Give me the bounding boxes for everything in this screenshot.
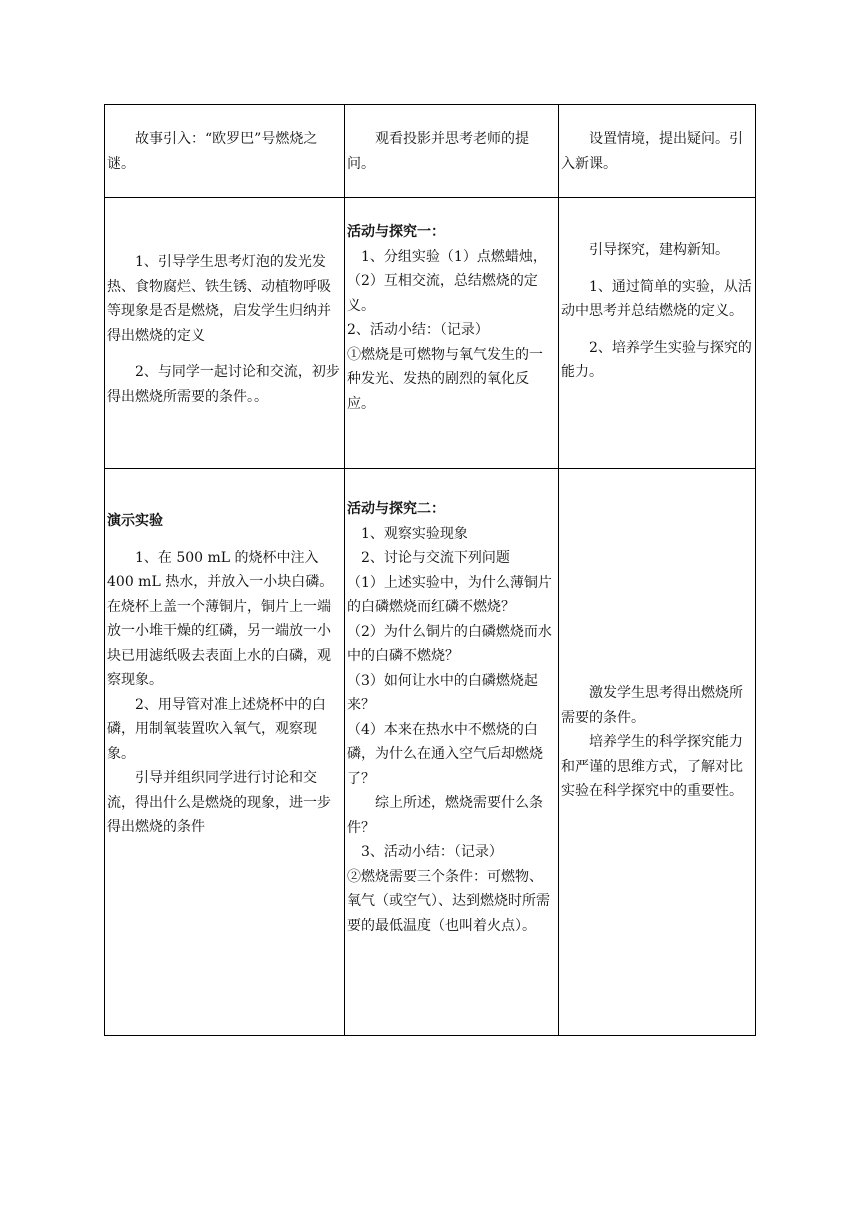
design-intent-text: 培养学生的科学探究能力和严谨的思维方式，了解对比实验在科学探究中的重要性。 xyxy=(561,734,743,799)
student-activity-cell xyxy=(345,105,559,198)
demo-step: 引导并组织同学进行讨论和交流，得出什么是燃烧的现象，进一步得出燃烧的条件 xyxy=(107,770,331,835)
lesson-plan-table xyxy=(104,104,756,1036)
table-row xyxy=(105,198,756,469)
design-intent-cell xyxy=(559,469,756,1036)
activity-step: 1、观察实验现象 xyxy=(361,525,468,542)
activity-summary-label: 3、活动小结：（记录） xyxy=(361,844,503,860)
student-response-text: 观看投影并思考老师的提问。 xyxy=(347,131,529,172)
discussion-conclusion: 综上所述，燃烧需要什么条件？ xyxy=(347,795,543,836)
discussion-question: （4）本来在热水中不燃烧的白磷，为什么在通入空气后却燃烧了？ xyxy=(347,721,543,787)
teacher-guide-text: 1、引导学生思考灯泡的发光发热、食物腐烂、铁生锈、动植物呼吸等现象是否是燃烧，启发学生归纳并得出燃烧的定义 xyxy=(107,254,331,344)
teacher-activity-cell xyxy=(105,198,345,469)
discussion-question: （2）为什么铜片的白磷燃烧而水中的白磷不燃烧？ xyxy=(347,623,552,664)
activity-summary-label: 2、活动小结：（记录） xyxy=(347,322,489,338)
combustion-conditions: ②燃烧需要三个条件：可燃物、氧气（或空气）、达到燃烧时所需要的最低温度（也叫着火点）。 xyxy=(347,868,550,934)
teacher-activity-cell xyxy=(105,105,345,198)
demo-step: 1、在 500 mL 的烧杯中注入 400 mL 热水，并放入一小块白磷。在烧杯上盖一个薄铜片，铜片上一端放一小堆干燥的红磷，另一端放一小块已用滤纸吸去表面上水的白磷，观察现象。 xyxy=(107,549,334,688)
discussion-question: （1）上述实验中，为什么薄铜片的白磷燃烧而红磷不燃烧？ xyxy=(347,574,552,615)
activity-heading: 活动与探究二： xyxy=(347,501,445,517)
design-intent-cell xyxy=(559,105,756,198)
design-intent-text: 激发学生思考得出燃烧所需要的条件。 xyxy=(561,685,743,726)
design-intent-text: 2、培养学生实验与探究的能力。 xyxy=(561,339,752,380)
demo-experiment-heading: 演示实验 xyxy=(107,513,163,529)
combustion-definition: ①燃烧是可燃物与氧气发生的一种发光、发热的剧烈的氧化反应。 xyxy=(347,346,543,412)
activity-step: 1、分组实验（1）点燃蜡烛，（2）互相交流，总结燃烧的定义。 xyxy=(347,248,547,314)
student-activity-cell xyxy=(345,469,559,1036)
discussion-question: （3）如何让水中的白磷燃烧起来？ xyxy=(347,672,538,713)
teacher-activity-cell xyxy=(105,469,345,1036)
student-activity-cell xyxy=(345,198,559,469)
table-row xyxy=(105,469,756,1036)
design-intent-text: 设置情境，提出疑问。引入新课。 xyxy=(561,131,743,172)
activity-step: 2、讨论与交流下列问题 xyxy=(361,550,510,566)
activity-heading: 活动与探究一： xyxy=(347,224,445,240)
story-intro-text: 故事引入：“欧罗巴”号燃烧之谜。 xyxy=(107,131,318,172)
teacher-discuss-text: 2、与同学一起讨论和交流，初步得出燃烧所需要的条件。。 xyxy=(107,364,340,405)
demo-step: 2、用导管对准上述烧杯中的白磷，用制氧装置吹入氧气，观察现象。 xyxy=(107,696,326,762)
design-intent-cell xyxy=(559,198,756,469)
design-intent-text: 引导探究，建构新知。 xyxy=(589,242,729,258)
design-intent-text: 1、通过简单的实验，从活动中思考并总结燃烧的定义。 xyxy=(561,278,752,319)
table-row xyxy=(105,105,756,198)
